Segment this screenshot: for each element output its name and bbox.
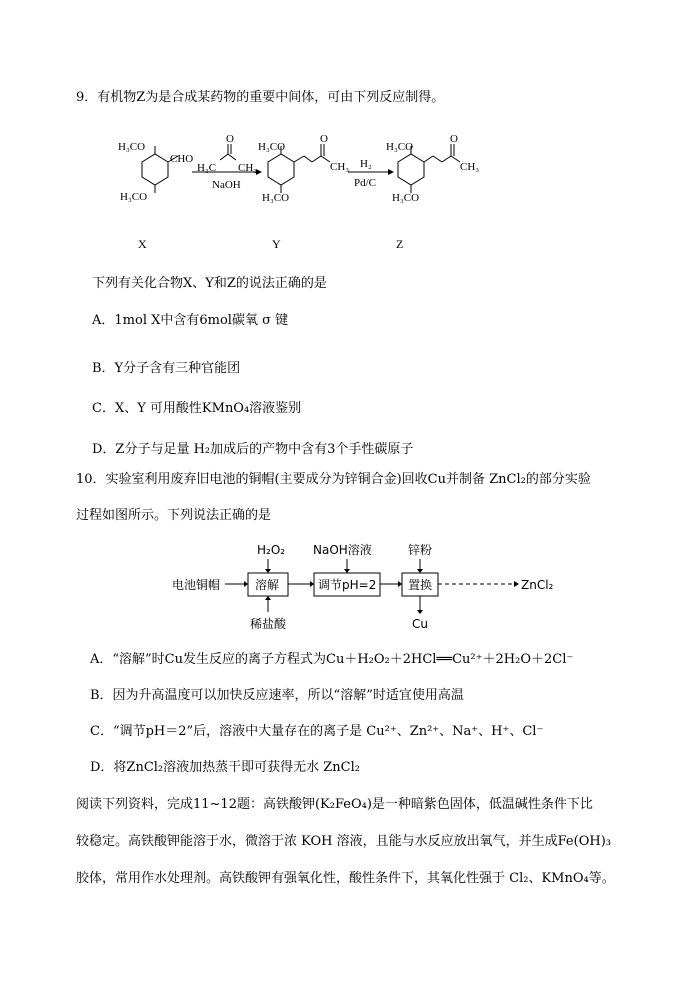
x-ome-bottom: H₃CO <box>120 191 148 203</box>
reading-line1: 阅读下列资料，完成11~12题：高铁酸钾(K₂FeO₄)是一种暗紫色固体，低温碱性条件下比 <box>76 797 593 812</box>
q10-option-a: A．“溶解”时Cu发生反应的离子方程式为Cu＋H₂O₂＋2HCl══Cu²⁺＋2H₂O＋2Cl⁻ <box>90 652 574 667</box>
z-o: O <box>450 133 458 145</box>
q9-question: 下列有关化合物X、Y和Z的说法正确的是 <box>92 276 327 291</box>
flow-box3-label: 置换 <box>408 578 433 592</box>
z-ch3: CH₃ <box>460 161 480 173</box>
flow-bottom1: 稀盐酸 <box>250 617 287 631</box>
x-ome-top: H₃CO <box>118 141 146 153</box>
label-x: X <box>138 237 147 251</box>
reading-line2: 较稳定。高铁酸钾能溶于水，微溶于浓 KOH 溶液，且能与水反应放出氧气，并生成Fe(OH)₃ <box>76 834 611 849</box>
flow-box2-label: 调节pH=2 <box>318 578 377 592</box>
q9-option-a: A．1mol X中含有6mol碳氧 σ 键 <box>92 313 289 328</box>
reagent-pdc: Pd/C <box>354 177 377 189</box>
flow-end: ZnCl₂ <box>521 578 554 592</box>
q9-option-c: C．X、Y 可用酸性KMnO₄溶液鉴别 <box>92 401 302 416</box>
label-y: Y <box>272 237 281 251</box>
flow-box1-label: 溶解 <box>255 578 280 592</box>
y-o: O <box>320 133 328 145</box>
q10-option-c: C．“调节pH＝2”后，溶液中大量存在的离子是 Cu²⁺、Zn²⁺、Na⁺、H⁺、Cl⁻ <box>90 724 544 739</box>
flow-top1: H₂O₂ <box>257 543 286 557</box>
x-cho: CHO <box>170 153 194 165</box>
z-ome-bottom: H₃CO <box>392 192 420 204</box>
q10-option-b: B．因为升高温度可以加快反应速率，所以“溶解”时适宜使用高温 <box>90 688 464 703</box>
reagent-naoh: NaOH <box>212 179 241 191</box>
reading-line3: 胶体，常用作水处理剂。高铁酸钾有强氧化性，酸性条件下，其氧化性强于 Cl₂、KMnO₄等。 <box>76 871 615 886</box>
y-ch3: CH₃ <box>330 161 350 173</box>
q10-stem-line1: 10．实验室利用废弃旧电池的铜帽(主要成分为锌铜合金)回收Cu并制备 ZnCl₂的部分实验 <box>76 472 591 487</box>
reagent-h2: H₂ <box>360 158 372 170</box>
y-ome-top: H₃CO <box>258 141 286 153</box>
y-ome-bottom: H₃CO <box>262 192 290 204</box>
z-ome-top: H₃CO <box>386 141 414 153</box>
label-z: Z <box>396 237 404 251</box>
q9-stem: 9．有机物Z为是合成某药物的重要中间体，可由下列反应制得。 <box>76 90 445 105</box>
flow-top2: NaOH溶液 <box>313 543 372 557</box>
flow-start: 电池铜帽 <box>172 578 221 592</box>
acetone-ch3: CH₃ <box>238 162 258 174</box>
q9-option-b: B．Y分子含有三种官能团 <box>92 361 241 376</box>
q10-option-d: D．将ZnCl₂溶液加热蒸干即可获得无水 ZnCl₂ <box>90 760 360 775</box>
flow-top3: 锌粉 <box>408 543 433 557</box>
acetone-h3c: H₃C <box>197 162 217 174</box>
q9-option-d: D．Z分子与足量 H₂加成后的产物中含有3个手性碳原子 <box>92 442 414 457</box>
acetone-o: O <box>226 133 234 145</box>
q10-stem-line2: 过程如图所示。下列说法正确的是 <box>76 508 272 523</box>
flow-bottom3: Cu <box>412 617 428 631</box>
